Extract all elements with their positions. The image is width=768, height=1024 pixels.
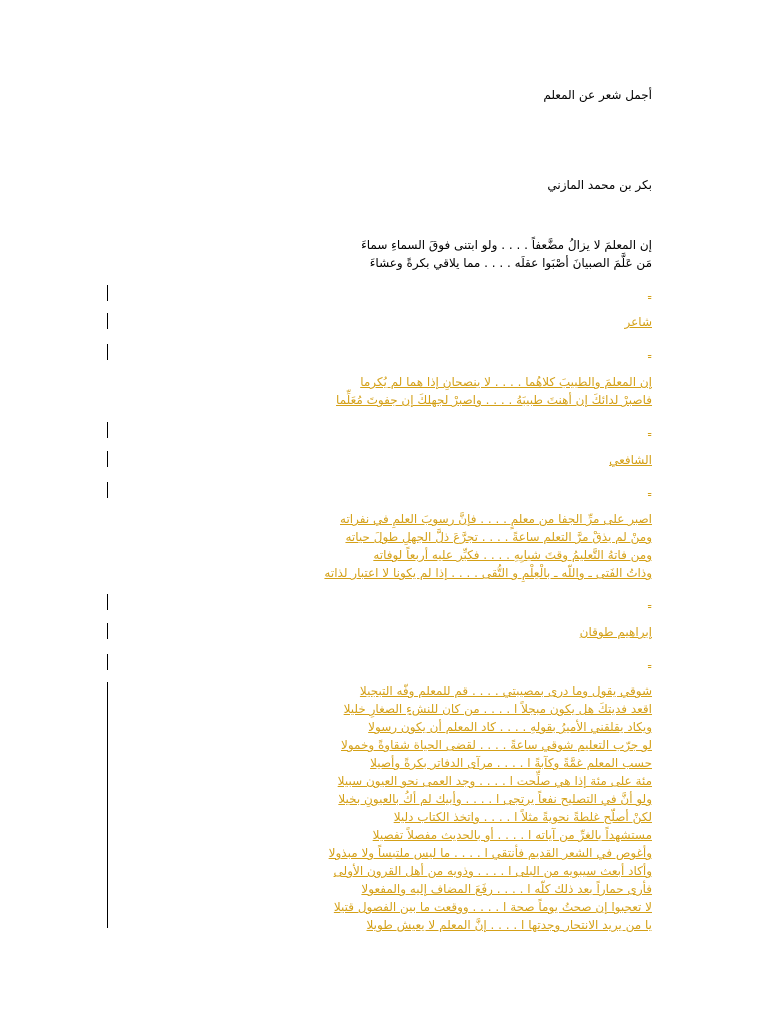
revision-bar xyxy=(107,422,108,438)
revision-bar xyxy=(107,623,108,639)
verse-link[interactable]: وذاتُ الفَتى ـ واللّه ـ بالْعِلْمِ و التُّقى . . . . إذا لم يكونا لا اعتبار لذاته xyxy=(324,566,652,580)
poet-link[interactable]: الشافعي xyxy=(609,453,652,467)
link-marker[interactable]: ـ xyxy=(648,656,652,669)
link-marker[interactable]: ـ xyxy=(648,596,652,609)
verse-link[interactable]: حسب المعلم غمَّةً وكآبةً ا . . . . مرآى الدفاتر بكرةً وأصيلا xyxy=(370,756,652,770)
link-marker[interactable]: ـ xyxy=(648,346,652,359)
verse-link[interactable]: مستشهداً بالغرِّ من آياته ا . . . . أو بالحديث مفصلاً تفصيلا xyxy=(372,828,652,842)
verse-link[interactable]: يا من يريد الانتحار وجدتها ا . . . . إنَّ المعلم لا يعيش طويلا xyxy=(366,918,652,932)
verse-link[interactable]: إن المعلمَ والطبيبَ كلاهُما . . . . لا ينصحانِ إذا هما لم يُكرما xyxy=(360,375,652,389)
revision-bar xyxy=(107,313,108,329)
revision-bar xyxy=(107,344,108,360)
link-marker[interactable]: ـ xyxy=(648,424,652,437)
link-marker[interactable]: ـ xyxy=(648,484,652,497)
verse-link[interactable]: ويكاد يقلقني الأميرُ بقولهِ . . . . كاد المعلم أن يكون رسولا xyxy=(368,720,652,734)
poet-link[interactable]: شاعر xyxy=(624,315,652,329)
verse-link[interactable]: وأكاد أبعث سيبويه من البلى ا . . . . وذويه من أهل القرون الأولى xyxy=(333,864,652,878)
verse-link[interactable]: لو جرّب التعليم شوقي ساعةً . . . . لقضى الحياة شقاوةً وخمولا xyxy=(341,738,652,752)
verse-link[interactable]: ومنْ لم يذقْ مرَّ التعلم ساعةً . . . . تجرَّعَ ذلَّ الجهلِ طولَ حياته xyxy=(345,530,652,544)
revision-bar xyxy=(107,285,108,301)
verse-link[interactable]: فأرى حماراً بعد ذلك كلّه ا . . . . رفَعَ المضاف إليه والمفعولا xyxy=(361,882,652,896)
poet-name: بكر بن محمد المازني xyxy=(547,178,652,192)
page-title: أجمل شعر عن المعلم xyxy=(543,88,652,102)
verse-link[interactable]: ولو أنَّ في التصليح نفعاً يرتجى ا . . . . وأبيك لم أكُ بالعيونِ بخيلا xyxy=(338,792,652,806)
link-marker[interactable]: ـ xyxy=(648,287,652,300)
verse-link[interactable]: اقعد فديتكَ هل يكون مبجلاً ا . . . . من كان للنشءِ الصغارِ خليلا xyxy=(343,702,652,716)
verse-link[interactable]: لا تعجبوا إن صحتُ يوماً صحة ا . . . . ووقعت ما بين الفصول قتيلا xyxy=(333,900,652,914)
revision-bar xyxy=(107,594,108,610)
poet-link[interactable]: إبراهيم طوقان xyxy=(579,625,652,639)
verse-link[interactable]: لكنْ أصلّح غلطةً نحويةً مثلاً ا . . . . واتخذ الكتاب دليلا xyxy=(393,810,652,824)
verse-link[interactable]: اصبر على مرِّ الجفا من معلمٍ . . . . فإنَّ رسوبَ العلمِ في نفراته xyxy=(340,512,652,526)
verse-line: مَن عَلَّمَ الصبيانَ أصْبَوا عقلَه . . . . مما يلاقي بكرةً وعشاءَ xyxy=(369,256,652,270)
revision-bar xyxy=(107,451,108,467)
verse-link[interactable]: وأغوص في الشعر القديم فأنتقي ا . . . . ما ليس ملتبساً ولا مبذولا xyxy=(328,846,652,860)
verse-link[interactable]: مئة على مئة إذا هي صلِّحت ا . . . . وجد العمى نحو العيون سبيلا xyxy=(337,774,652,788)
verse-link[interactable]: فاصبرْ لدائكَ إن أهنتَ طبيبَهُ . . . . واصبرْ لجهلكَ إن جفوتَ مُعَلِّما xyxy=(336,393,652,407)
revision-bar xyxy=(107,482,108,498)
revision-bar xyxy=(107,682,108,928)
verse-line: إن المعلمَ لا يزالُ مضَّعفاً . . . . ولو ابتنى فوقَ السماءِ سماءَ xyxy=(361,238,652,252)
verse-link[interactable]: ومن فاتهُ التَّعليمُ وقتَ شبابِهِ . . . . فكبِّر عليه أربعاً لوفاته xyxy=(373,548,652,562)
revision-bar xyxy=(107,654,108,670)
verse-link[interactable]: شوقي يقول وما درى بمصيبتي . . . . قم للمعلم وفّه التبجيلا xyxy=(359,684,652,698)
